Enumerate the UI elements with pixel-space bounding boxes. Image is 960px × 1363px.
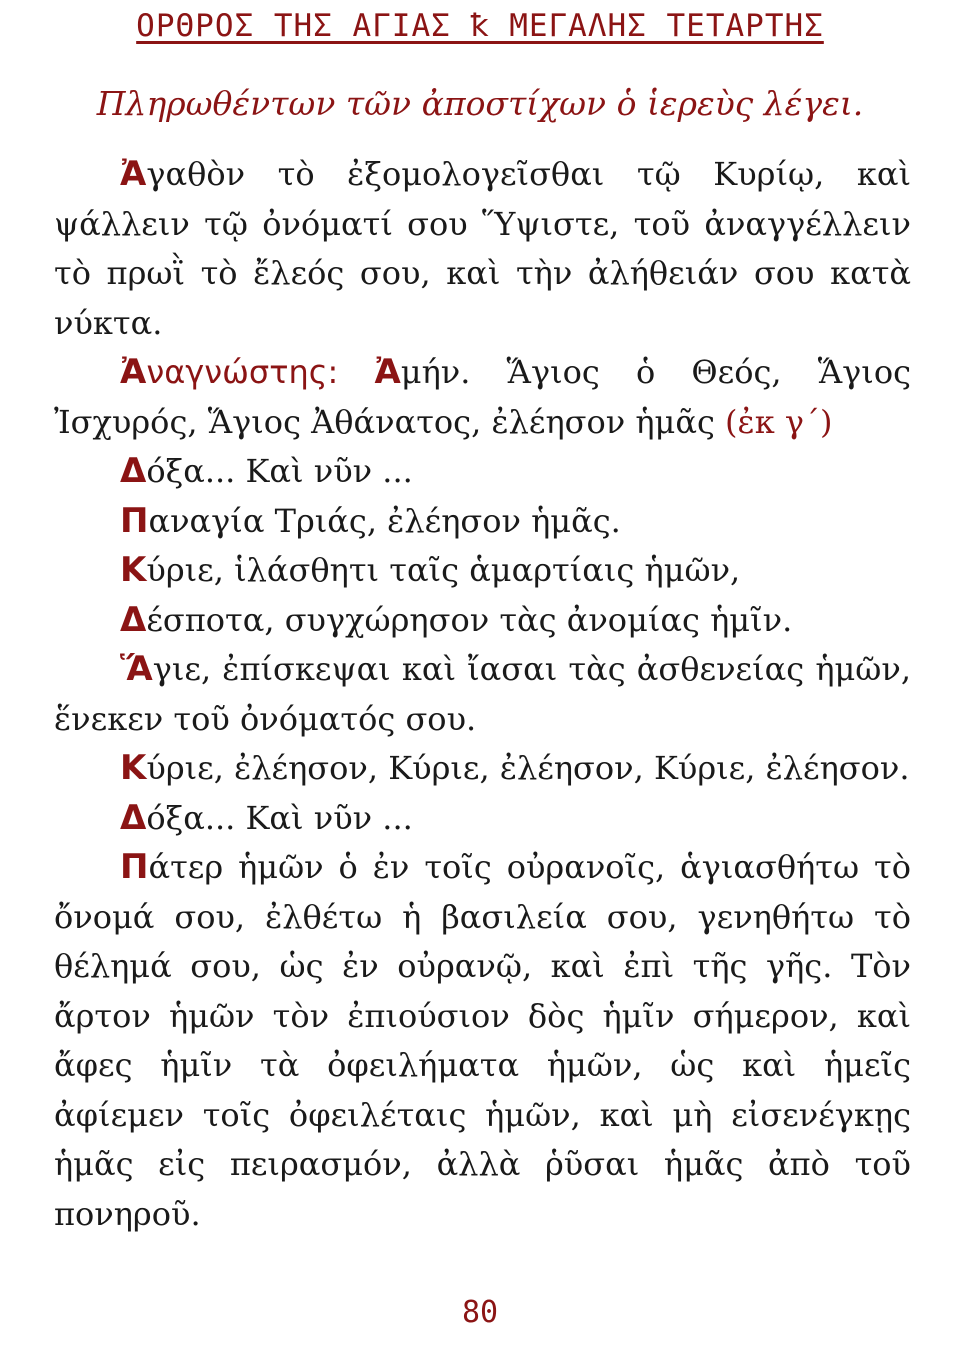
- page-title: ΟΡΘΡΟΣ ΤΗΣ ΑΓΙΑΣ ꝁ ΜΕΓΑΛΗΣ ΤΕΤΑΡΤΗΣ: [136, 8, 824, 44]
- paragraph: [54, 447, 911, 497]
- paragraph: [54, 744, 911, 794]
- paragraph: [54, 150, 911, 348]
- drop-initial: Κ: [120, 748, 147, 788]
- paragraph-text: όξα... Καὶ νῦν ...: [146, 452, 413, 490]
- paragraph-text: μήν. Ἅγιος ὁ Θεός, Ἅγιος Ἰσχυρός, Ἅγιος Ἀθάνατος, ἐλέησον ἡμᾶς: [54, 353, 911, 441]
- paragraph: [54, 546, 911, 596]
- drop-initial: Ἀ: [374, 352, 401, 392]
- drop-initial: Κ: [120, 550, 147, 590]
- speaker-label: ναγνώστης:: [146, 353, 339, 391]
- drop-initial: Δ: [120, 797, 147, 838]
- paragraph-text: έσποτα, συγχώρησον τὰς ἀνομίας ἡμῖν.: [146, 600, 793, 639]
- paragraph-text: ύριε, ἱλάσθητι ταῖς ἁμαρτίαις ἡμῶν,: [146, 551, 741, 589]
- paragraph-text: γιε, ἐπίσκεψαι καὶ ἴασαι τὰς ἀσθενείας ἡμῶν, ἕνεκεν τοῦ ὀνόματός σου.: [54, 650, 911, 738]
- paragraph-text: άτερ ἡμῶν ὁ ἐν τοῖς οὐρανοῖς, ἁγιασθήτω τὸ ὄνομά σου, ἐλθέτω ἡ βασιλεία σου, γενηθήτω τὸ θέλημά σου, ὡς ἐν οὐρανῷ, καὶ ἐπὶ τῆς γῆς. Τὸν ἄρτον ἡμῶν τὸν ἐπιούσιον δὸς ἡμῖν σήμερον, καὶ ἄφες ἡμῖν τὰ ὀφειλήματα ἡμῶν, ὡς καὶ ἡμεῖς ἀφίεμεν τοῖς ὀφειλέταις ἡμῶν, καὶ μὴ εἰσενέγκῃς ἡμᾶς εἰς πειρασμόν, ἀλλὰ ῥῦσαι ἡμᾶς ἀπὸ τοῦ πονηροῦ.: [54, 848, 911, 1233]
- page-number: 80: [461, 1295, 499, 1330]
- repeat-note: (ἐκ γ΄): [725, 402, 833, 441]
- rubric-subtitle: Πληρωθέντων τῶν ἀποστίχων ὁ ἱερεὺς λέγει.: [96, 84, 864, 123]
- paragraph-text: όξα... Καὶ νῦν ...: [146, 798, 413, 837]
- drop-initial: Ἀ: [120, 154, 147, 194]
- paragraph-text: αναγία Τριάς, ἐλέησον ἡμᾶς.: [148, 501, 621, 540]
- drop-initial: Π: [120, 847, 149, 887]
- drop-initial: Δ: [120, 451, 147, 491]
- paragraph: [54, 348, 911, 447]
- drop-initial: Ἀ: [120, 352, 147, 392]
- paragraph-text: γαθὸν τὸ ἐξομολογεῖσθαι τῷ Κυρίῳ, καὶ ψάλλειν τῷ ὀνόματί σου Ὕψιστε, τοῦ ἀναγγέλλειν τὸ πρωῒ τὸ ἔλεός σου, καὶ τὴν ἀλήθειάν σου κατὰ νύκτα.: [54, 155, 911, 342]
- paragraph: [54, 596, 911, 646]
- drop-initial: Δ: [120, 599, 147, 640]
- text-body: [54, 150, 911, 1239]
- drop-initial: Ἅ: [120, 649, 153, 689]
- paragraph: [54, 794, 911, 844]
- paragraph-text: ύριε, ἐλέησον, Κύριε, ἐλέησον, Κύριε, ἐλέησον.: [146, 749, 910, 787]
- drop-initial: Π: [120, 500, 149, 541]
- paragraph: [54, 645, 911, 744]
- paragraph: [54, 497, 911, 547]
- paragraph: [54, 843, 911, 1239]
